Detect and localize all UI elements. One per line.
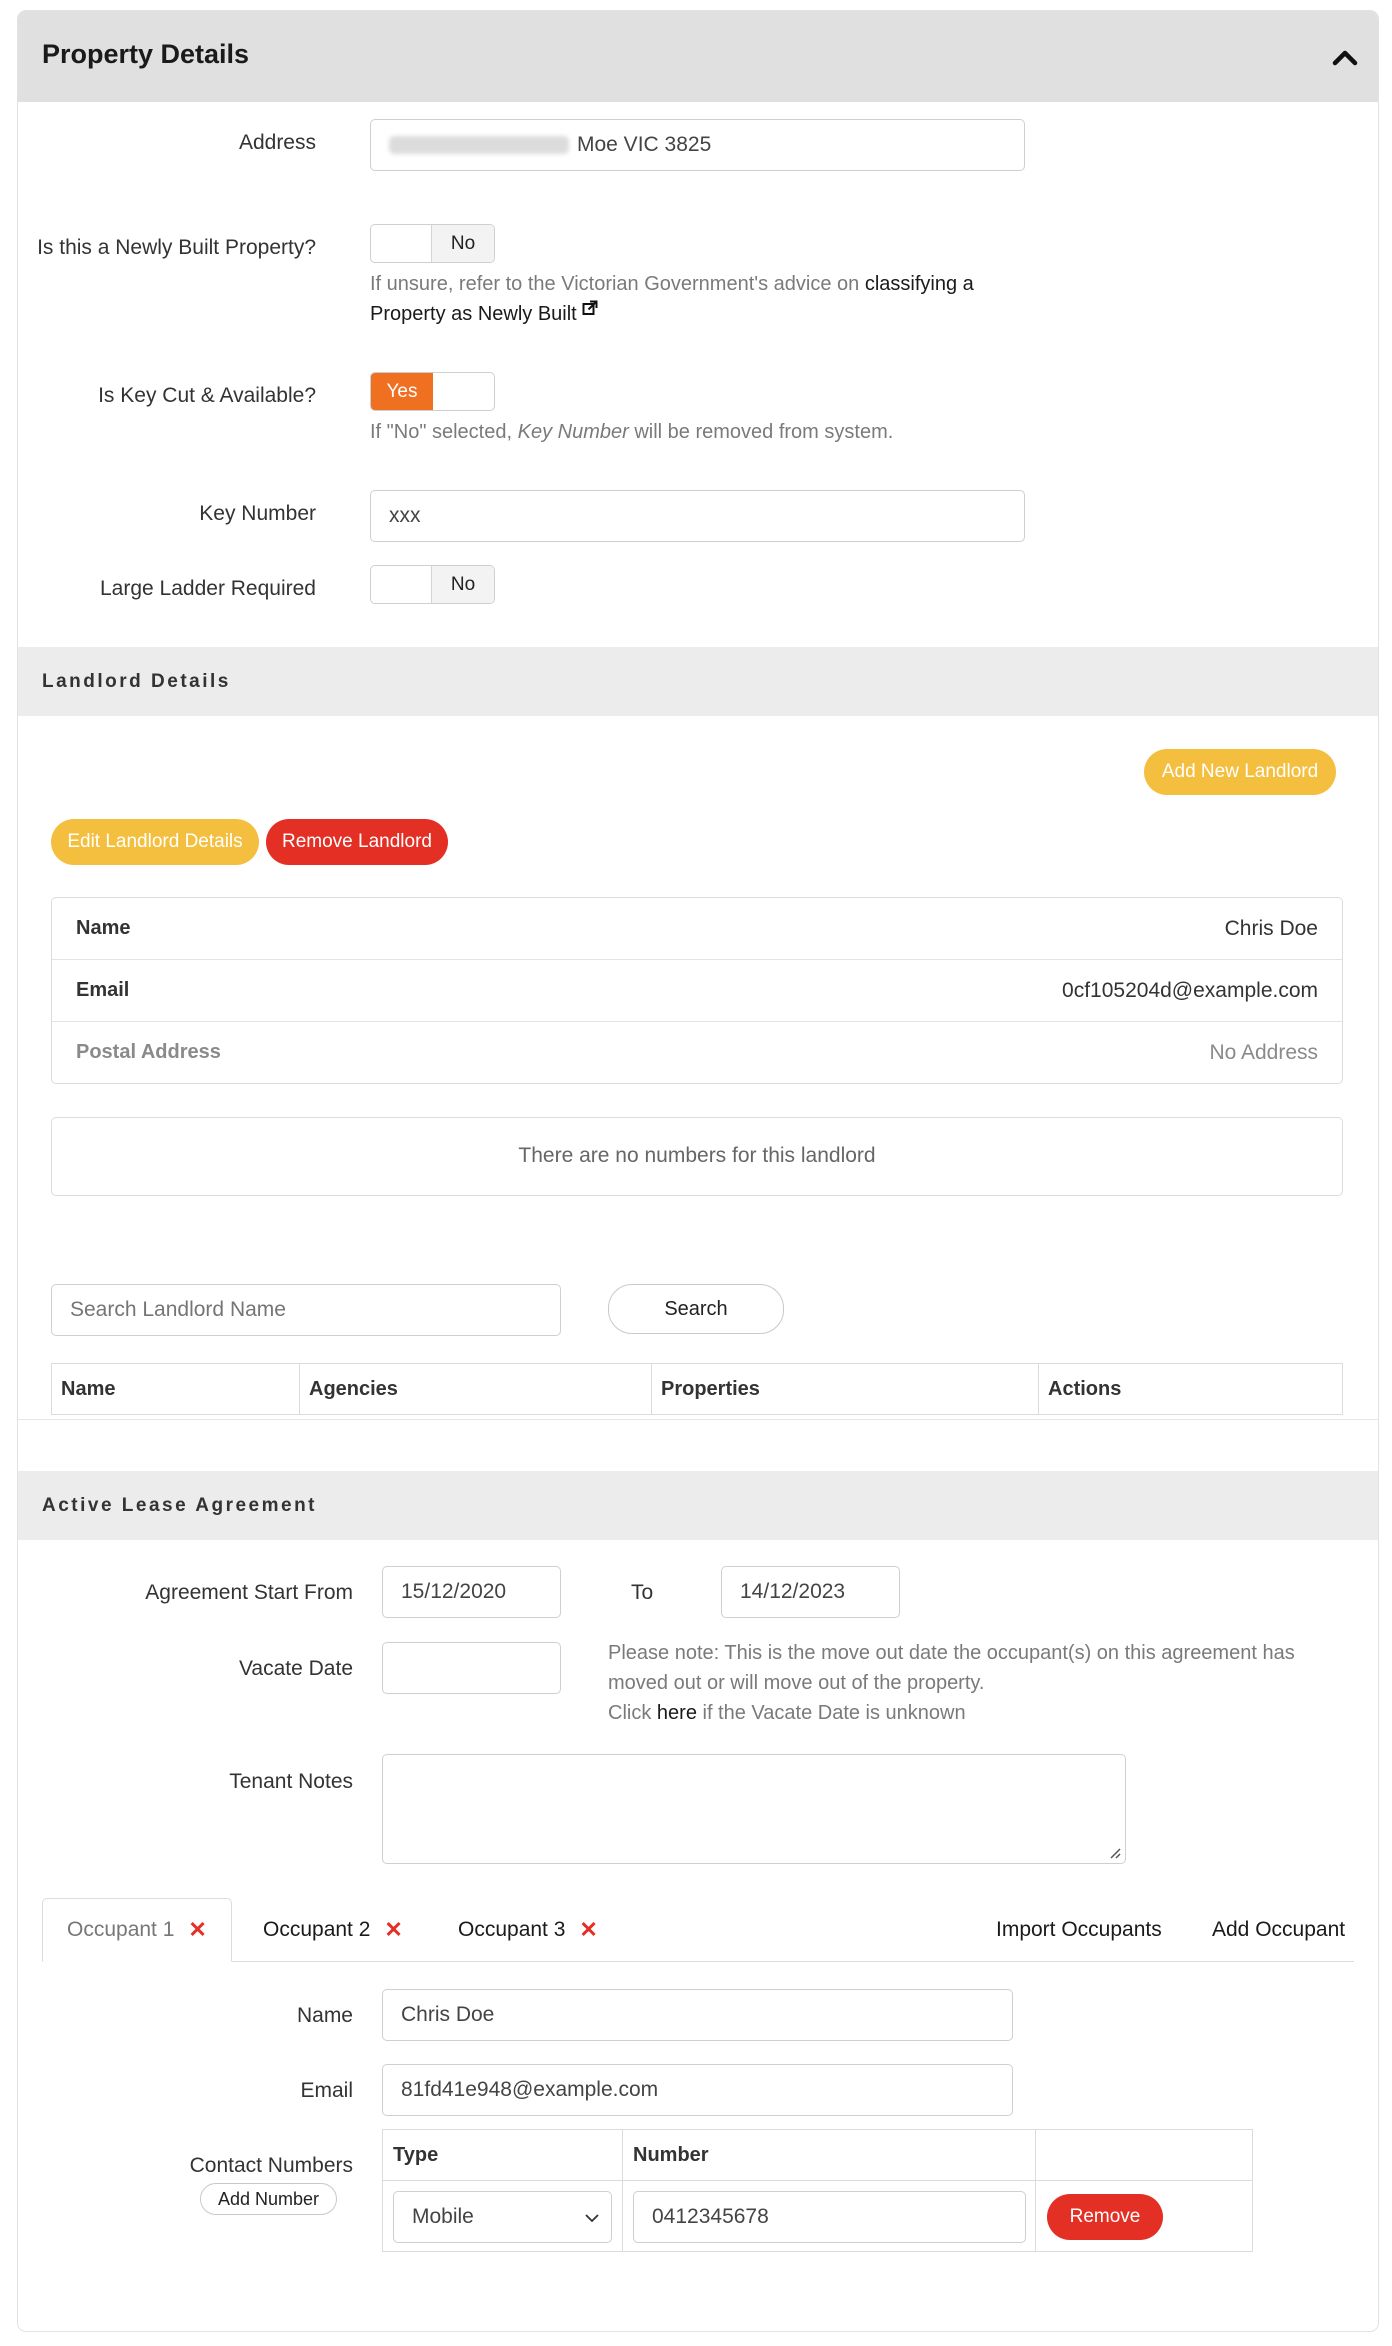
agreement-start-label: Agreement Start From — [145, 1581, 353, 1604]
key-cut-help — [370, 417, 1030, 447]
lease-section-title: Active Lease Agreement — [42, 1495, 318, 1516]
key-cut-toggle[interactable] — [370, 372, 495, 411]
property-details-panel — [17, 10, 1379, 2332]
key-cut-help-b: will be removed from system. — [634, 421, 894, 443]
address-label: Address — [238, 131, 316, 154]
agreement-start-input[interactable] — [382, 1566, 561, 1618]
newly-built-help — [370, 269, 1030, 329]
landlord-section-title: Landlord Details — [42, 671, 231, 692]
address-value: Moe VIC 3825 — [577, 133, 712, 156]
chevron-down-icon — [585, 2211, 599, 2225]
number-input[interactable] — [633, 2191, 1026, 2243]
tab-occupant-2[interactable] — [263, 1898, 403, 1962]
tab-occupant-1[interactable] — [42, 1898, 232, 1962]
agreement-start-value: 15/12/2020 — [401, 1580, 507, 1603]
occupant-name-input[interactable] — [382, 1989, 1013, 2041]
vacate-date-input[interactable] — [382, 1642, 561, 1694]
occupant-email-label: Email — [300, 2079, 353, 2102]
ladder-label: Large Ladder Required — [100, 577, 316, 600]
vacate-date-label: Vacate Date — [238, 1657, 353, 1680]
landlord-email-value: 0cf105204d@example.com — [1062, 979, 1318, 1002]
add-number-button[interactable]: Add Number — [200, 2183, 337, 2215]
vacate-note-text: Please note: This is the move out date the occupant(s) on this agreement has moved out or will move out of the property. — [608, 1642, 1295, 1694]
tenant-notes-textarea[interactable] — [382, 1754, 1126, 1864]
key-cut-label: Is Key Cut & Available? — [98, 384, 316, 407]
chevron-up-icon[interactable] — [1332, 45, 1358, 71]
contact-numbers-label: Contact Numbers — [189, 2154, 353, 2177]
agreement-end-input[interactable] — [721, 1566, 900, 1618]
vacate-note-end: if the Vacate Date is unknown — [702, 1702, 966, 1724]
divider — [383, 2180, 1252, 2181]
import-occupants-tab[interactable]: Import Occupants — [996, 1918, 1162, 1941]
close-icon[interactable]: ✕ — [188, 1917, 207, 1942]
occupant-email-value: 81fd41e948@example.com — [401, 2078, 659, 2101]
landlord-email-row — [52, 960, 1342, 1022]
landlord-postal-value: No Address — [1209, 1041, 1318, 1064]
external-link-icon[interactable] — [582, 300, 598, 316]
edit-landlord-button[interactable]: Edit Landlord Details — [51, 819, 259, 865]
agreement-end-value: 14/12/2023 — [740, 1580, 846, 1603]
occupant-email-input[interactable] — [382, 2064, 1013, 2116]
number-value: 0412345678 — [652, 2205, 769, 2228]
col-number: Number — [633, 2144, 709, 2166]
landlord-name-row — [52, 898, 1342, 960]
close-icon[interactable]: ✕ — [384, 1917, 403, 1942]
landlord-results-table — [51, 1363, 1343, 1415]
to-label: To — [631, 1581, 654, 1604]
newly-built-toggle-value: No — [431, 225, 494, 262]
remove-landlord-button[interactable]: Remove Landlord — [266, 819, 448, 865]
landlord-name-key: Name — [76, 917, 131, 939]
address-field[interactable] — [370, 119, 1025, 171]
tab-occupant-3-label: Occupant 3 — [458, 1918, 566, 1941]
divider — [1035, 2130, 1036, 2251]
ladder-toggle-value: No — [431, 566, 494, 603]
col-type: Type — [393, 2144, 439, 2166]
key-number-value: xxx — [389, 504, 421, 527]
lease-section-header — [18, 1471, 1378, 1540]
remove-number-button[interactable]: Remove — [1047, 2194, 1163, 2240]
newly-built-toggle[interactable] — [370, 224, 495, 263]
landlord-postal-row — [52, 1022, 1342, 1084]
contact-numbers-table — [382, 2129, 1253, 2252]
landlord-search-input[interactable] — [51, 1284, 561, 1336]
divider — [622, 2130, 623, 2251]
key-number-input[interactable] — [370, 490, 1025, 542]
no-numbers-text: There are no numbers for this landlord — [518, 1144, 876, 1167]
table-header-row — [52, 1364, 1343, 1415]
col-name[interactable]: Name — [52, 1364, 300, 1415]
landlord-section-header — [18, 647, 1378, 716]
vacate-note-click: Click — [608, 1702, 652, 1724]
vacate-unknown-link[interactable]: here — [656, 1702, 697, 1724]
landlord-details-card — [51, 897, 1343, 1084]
newly-built-help-link[interactable]: classifying a Property as Newly Built — [370, 273, 974, 325]
add-new-landlord-button[interactable]: Add New Landlord — [1144, 749, 1336, 795]
key-number-label: Key Number — [199, 502, 316, 525]
number-type-select[interactable] — [393, 2191, 612, 2243]
divider — [18, 1419, 1378, 1420]
key-cut-help-em: Key Number — [517, 421, 629, 443]
panel-title: Property Details — [42, 39, 250, 69]
resize-handle-icon[interactable] — [1109, 1847, 1121, 1859]
key-cut-help-a: If "No" selected, — [370, 421, 513, 443]
vacate-note — [608, 1638, 1348, 1728]
occupant-name-label: Name — [296, 2004, 353, 2027]
tab-occupant-3[interactable] — [458, 1898, 598, 1962]
address-redacted — [389, 136, 569, 154]
landlord-search-button[interactable]: Search — [608, 1284, 784, 1334]
number-type-value: Mobile — [412, 2205, 474, 2228]
occupant-name-value: Chris Doe — [401, 2003, 495, 2026]
tenant-notes-label: Tenant Notes — [229, 1770, 353, 1793]
key-cut-toggle-value: Yes — [371, 373, 433, 410]
col-properties[interactable]: Properties — [652, 1364, 1039, 1415]
tab-occupant-1-label: Occupant 1 — [67, 1918, 175, 1941]
ladder-toggle[interactable] — [370, 565, 495, 604]
tab-occupant-2-label: Occupant 2 — [263, 1918, 371, 1941]
landlord-numbers-card — [51, 1117, 1343, 1196]
newly-built-label: Is this a Newly Built Property? — [37, 236, 316, 259]
landlord-email-key: Email — [76, 979, 130, 1001]
col-actions[interactable]: Actions — [1039, 1364, 1343, 1415]
add-occupant-tab[interactable]: Add Occupant — [1212, 1918, 1346, 1941]
close-icon[interactable]: ✕ — [579, 1917, 598, 1942]
col-agencies[interactable]: Agencies — [300, 1364, 652, 1415]
panel-header[interactable] — [18, 11, 1378, 102]
landlord-name-value: Chris Doe — [1224, 917, 1318, 940]
landlord-postal-key: Postal Address — [76, 1041, 221, 1063]
newly-built-help-text: If unsure, refer to the Victorian Government's advice on — [370, 273, 860, 295]
